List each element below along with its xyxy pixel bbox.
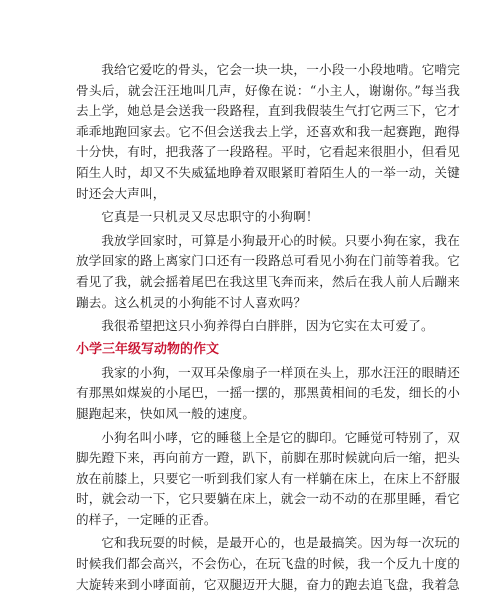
paragraph: 它和我玩耍的时候，是最开心的，也是最搞笑。因为每一次玩的时候我们都会高兴，不会伤心，在玩飞盘的时候，我一个反九十度的大旋转来到小哮面前，它双腿迈开大腿，奋力的跑去追飞盘，我着急 [76,535,460,592]
section-heading: 小学三年级写动物的作文 [76,341,220,357]
paragraph: 我很希望把这只小狗养得白白胖胖，因为它实在太可爱了。 [101,318,434,334]
paragraph: 它真是一只机灵又尽忠职守的小狗啊！ [101,209,319,225]
paragraph: 我家的小狗，一双耳朵像扇子一样顶在头上，那水汪汪的眼睛还有那黑如煤炭的小尾巴，一摇一摆的，那黑黄相间的毛发，细长的小腿跑起来，快如风一般的速度。 [76,364,460,421]
paragraph: 我给它爱吃的骨头，它会一块一块，一小段一小段地啃。它啃完骨头后，就会汪汪地叫几声，好像在说：“小主人，谢谢你。”每当我去上学，她总是会送我一段路程，直到我假装生气打它两三下，它才乖乖地跑回家去。它不但会送我去上学，还喜欢和我一起赛跑，跑得十分快，有时，把我落了一段路程。平时，它看起来很胆小，但看见陌生人时，却又不失威猛地睁着双眼紧盯着陌生人的一举一动，关键时还会大声叫， [76,62,460,201]
paragraph: 小狗名叫小哮，它的睡毯上全是它的脚印。它睡觉可特别了，双脚先蹬下来，再向前方一蹬，趴下，前脚在那时候就向后一缩，把头放在前膝上，只要它一听到我们家人有一样躺在床上，在床上不舒服时，就会动一下，它只要躺在床上，就会一动不动的在那里睡，看它的样子，一定睡的正香。 [76,429,460,527]
paragraph: 我放学回家时，可算是小狗最开心的时候。只要小狗在家，我在放学回家的路上离家门口还有一段路总可看见小狗在门前等着我。它看见了我，就会摇着尾巴在我这里飞奔而来，然后在我人前人后蹦来蹦去。这么机灵的小狗能不讨人喜欢吗？ [76,232,460,310]
